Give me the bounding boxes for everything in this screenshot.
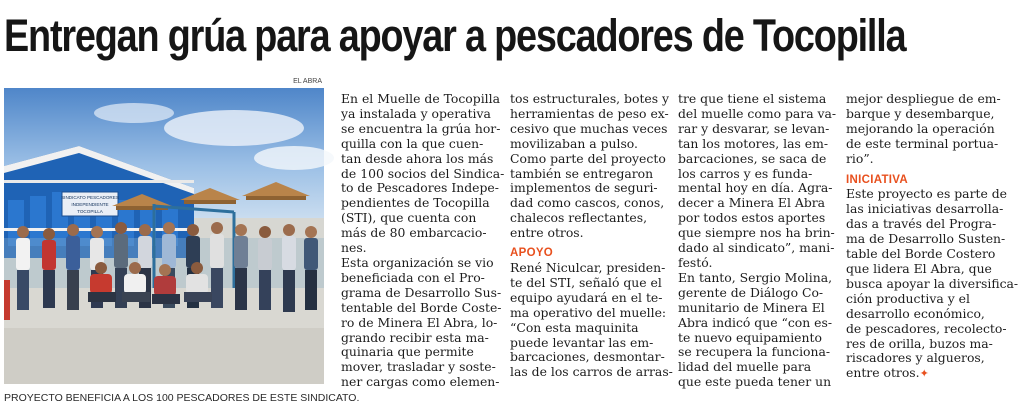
text-line: riscadores y algueros,: [846, 350, 985, 366]
column-3-text: [678, 92, 838, 390]
text-line: que este pueda tener un: [678, 374, 832, 390]
text-line: nes.: [341, 240, 367, 256]
text-line: las iniciativas desarrolla-: [846, 201, 1004, 217]
sign-line-2: INDEPENDIENTE: [71, 202, 109, 207]
text-line: quilla con la que cuen-: [341, 135, 484, 151]
text-line: entre otros.✦: [846, 365, 929, 381]
column-4-text-b: [846, 186, 1018, 382]
text-line: barcaciones, desmontar-: [510, 349, 665, 365]
text-line: table del Borde Costero: [846, 246, 996, 262]
text-line: dado al sindicato”, mani-: [678, 240, 835, 256]
column-2-text-a: [510, 92, 670, 241]
photo-caption: PROYECTO BENEFICIA A LOS 100 PESCADORES DE ESTE SINDICATO.: [4, 392, 360, 404]
article-headline: Entregan grúa para apoyar a pescadores de Tocopilla: [4, 10, 906, 61]
sign-line-1: SINDICATO PESCADORES: [61, 195, 119, 200]
article-column-4: [846, 91, 1018, 414]
text-line: del muelle como para va-: [678, 105, 837, 121]
text-line: se recupera la funciona-: [678, 344, 831, 360]
text-line: grama de Desarrollo Sus-: [341, 284, 502, 300]
text-line: barque y desembarque,: [846, 105, 995, 121]
photo-credit: EL ABRA: [293, 78, 322, 85]
text-line: herramientas de peso ex-: [510, 105, 669, 121]
text-line: ro de Minera El Abra, lo-: [341, 314, 498, 330]
text-line: que lidera El Abra, que: [846, 260, 992, 276]
text-line: quinaria que permite: [341, 344, 474, 360]
column-2-text-b: [510, 259, 673, 380]
text-line: desarrollo económico,: [846, 305, 985, 321]
article-column-3: [678, 92, 838, 414]
text-line: tentable del Borde Coste-: [341, 299, 502, 315]
article-column-1: [341, 92, 505, 414]
text-line: René Niculcar, presiden-: [510, 259, 666, 275]
text-line: puede levantar las em-: [510, 334, 654, 350]
text-line: En el Muelle de Tocopilla: [341, 91, 500, 106]
text-line: res de orilla, buzos ma-: [846, 335, 993, 351]
text-line: tan los motores, las em-: [678, 135, 829, 151]
text-line: munitario de Minera El: [678, 299, 825, 315]
text-line: decer a Minera El Abra: [678, 195, 826, 211]
end-of-article-icon: ✦: [919, 367, 929, 381]
kicker-iniciativa: INICIATIVA: [846, 173, 908, 186]
text-line: de pescadores, recolecto-: [846, 320, 1007, 336]
text-line: tre que tiene el sistema: [678, 91, 827, 106]
text-line: beneficiada con el Pro-: [341, 269, 485, 285]
text-line: to de Pescadores Indepe-: [341, 180, 499, 196]
text-line: ción productiva y el: [846, 290, 970, 306]
text-line: las de los carros de arras-: [510, 364, 673, 380]
text-line: ma de Desarrollo Susten-: [846, 231, 1006, 247]
text-line: también se entregaron: [510, 165, 654, 181]
text-line: mental hoy en día. Agra-: [678, 180, 833, 196]
text-line: En tanto, Sergio Molina,: [678, 269, 833, 285]
text-line: cesivo que muchas veces: [510, 120, 668, 136]
text-line: gerente de Diálogo Co-: [678, 284, 824, 300]
text-line: tan desde ahora los más: [341, 150, 494, 166]
text-line: dad como cascos, conos,: [510, 195, 665, 211]
text-line: Como parte del proyecto: [510, 150, 666, 166]
text-line: ma operativo del muelle:: [510, 304, 667, 320]
text-line: mover, trasladar y soste-: [341, 359, 496, 375]
text-line: lidad del muelle para: [678, 359, 812, 375]
text-line: Esta organización se vio: [341, 254, 494, 270]
column-4-text-a: [846, 91, 1001, 167]
text-line: de este terminal portua-: [846, 135, 999, 151]
text-line: te nuevo equipamiento: [678, 329, 822, 345]
text-line: (STI), que cuenta con: [341, 210, 477, 226]
text-line: chalecos reflectantes,: [510, 210, 648, 226]
kicker-apoyo: APOYO: [510, 247, 554, 260]
article-column-2: [510, 91, 673, 414]
text-line: Abra indicó que “con es-: [678, 314, 833, 330]
text-line: más de 80 embarcacio-: [341, 225, 487, 241]
text-line: das a través del Progra-: [846, 216, 997, 232]
text-line: equipo ayudará en el te-: [510, 289, 663, 305]
column-1-text: [341, 92, 505, 390]
text-line: busca apoyar la diversifica-: [846, 275, 1018, 291]
text-line: “Con esta maquinita: [510, 319, 639, 335]
text-line: te del STI, señaló que el: [510, 274, 662, 290]
text-line: rar y desvarar, se levan-: [678, 120, 830, 136]
text-line: mejor despliegue de em-: [846, 91, 1001, 106]
text-line: ner cargas como elemen-: [341, 374, 500, 390]
text-line: que siempre nos ha brin-: [678, 225, 835, 241]
text-line: de 100 socios del Sindica-: [341, 165, 505, 181]
text-line: mejorando la operación: [846, 120, 995, 136]
text-line: entre otros.: [510, 225, 584, 241]
text-line: Este proyecto es parte de: [846, 186, 1008, 202]
text-line: pendientes de Tocopilla: [341, 195, 490, 211]
text-line: por todos estos aportes: [678, 210, 826, 226]
text-line: barcaciones, se saca de: [678, 150, 827, 166]
sign-line-3: TOCOPILLA: [77, 209, 103, 214]
text-line: rio”.: [846, 150, 874, 166]
text-line: tos estructurales, botes y: [510, 91, 670, 106]
text-line: festó.: [678, 254, 713, 270]
article-photo: [4, 88, 324, 384]
text-line: los carros y es funda-: [678, 165, 813, 181]
text-line: movilizaban a pulso.: [510, 135, 638, 151]
text-line: se encuentra la grúa hor-: [341, 120, 501, 136]
text-line: grando recibir esta ma-: [341, 329, 489, 345]
text-line: implementos de seguri-: [510, 180, 658, 196]
text-line: ya instalada y operativa: [341, 105, 491, 121]
